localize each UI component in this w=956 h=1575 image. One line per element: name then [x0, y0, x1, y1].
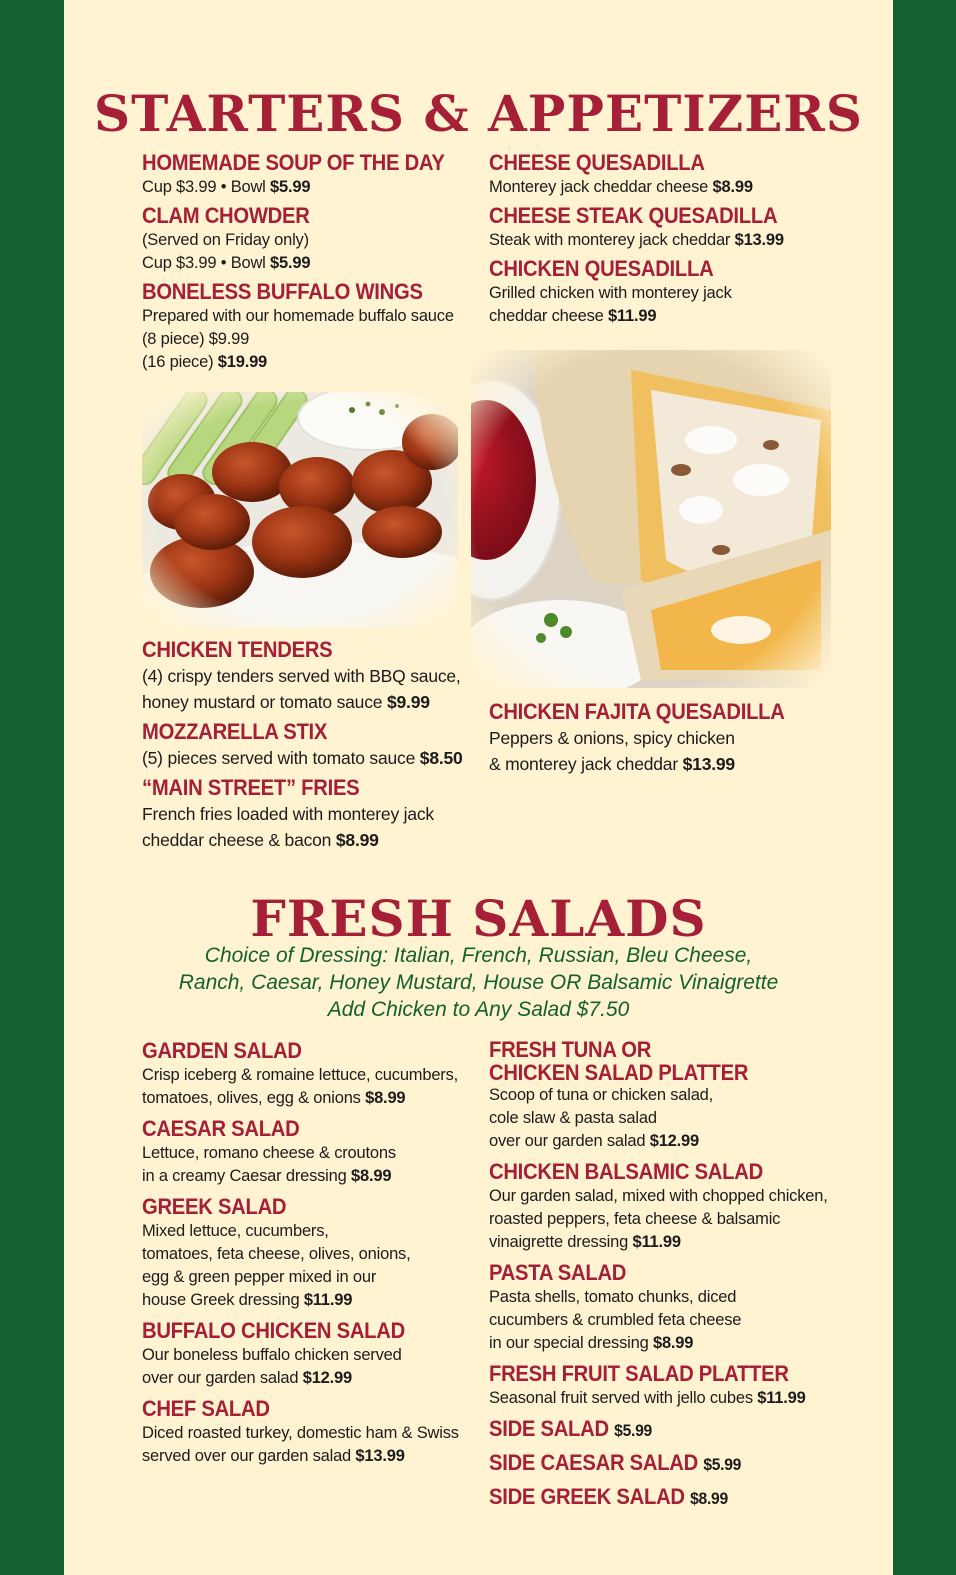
- menu-item: [489, 1038, 834, 1153]
- item-name: CHICKEN FAJITA QUESADILLA: [489, 699, 785, 724]
- menu-item: [489, 699, 829, 777]
- menu-item: [142, 637, 482, 715]
- menu-item: [489, 203, 829, 252]
- item-desc: Monterey jack cheddar cheese $8.99: [489, 178, 753, 196]
- item-desc: (Served on Friday only) Cup $3.99 • Bowl $5.99: [142, 231, 311, 272]
- menu-item: [489, 256, 829, 328]
- starters-right-col: [489, 150, 829, 332]
- side-item-line: SIDE SALAD $5.99: [489, 1416, 652, 1441]
- item-name: CHICKEN BALSAMIC SALAD: [489, 1159, 763, 1184]
- item-name: CAESAR SALAD: [142, 1116, 300, 1141]
- item-desc: Peppers & onions, spicy chicken & monterey jack cheddar $13.99: [489, 728, 735, 774]
- item-desc: Prepared with our homemade buffalo sauce (8 piece) $9.99 (16 piece) $19.99: [142, 307, 454, 371]
- menu-item: [142, 203, 472, 275]
- item-name: CHEF SALAD: [142, 1396, 270, 1421]
- item-desc: Our boneless buffalo chicken served over our garden salad $12.99: [142, 1346, 402, 1387]
- side-item: [489, 1416, 834, 1444]
- item-name: BUFFALO CHICKEN SALAD: [142, 1318, 405, 1343]
- starters-title: STARTERS & APPETIZERS: [94, 84, 863, 143]
- menu-panel: [64, 0, 893, 1575]
- item-desc: Lettuce, romano cheese & croutons in a creamy Caesar dressing $8.99: [142, 1144, 396, 1185]
- menu-item: [489, 1159, 834, 1254]
- item-name: CHICKEN QUESADILLA: [489, 256, 714, 281]
- menu-item: [489, 1260, 834, 1355]
- side-item-line: SIDE GREEK SALAD $8.99: [489, 1484, 728, 1509]
- item-name: GREEK SALAD: [142, 1194, 287, 1219]
- item-desc: Scoop of tuna or chicken salad, cole slaw & pasta salad over our garden salad $12.99: [489, 1086, 714, 1150]
- starters-left-col-2: [142, 637, 482, 857]
- item-desc: Crisp iceberg & romaine lettuce, cucumbers, tomatoes, olives, egg & onions $8.99: [142, 1066, 459, 1107]
- starters-left-col: [142, 150, 472, 378]
- menu-item: [142, 775, 482, 853]
- item-desc: Pasta shells, tomato chunks, diced cucumbers & crumbled feta cheese in our special dressing $8.99: [489, 1288, 742, 1352]
- item-desc: Diced roasted turkey, domestic ham & Swiss served over our garden salad $13.99: [142, 1424, 459, 1465]
- item-desc: (4) crispy tenders served with BBQ sauce, honey mustard or tomato sauce $9.99: [142, 666, 461, 712]
- salads-title: FRESH SALADS: [250, 889, 707, 948]
- side-item: [489, 1450, 834, 1478]
- menu-item: [142, 279, 472, 374]
- item-name: FRESH FRUIT SALAD PLATTER: [489, 1361, 789, 1386]
- menu-item: [489, 150, 829, 199]
- item-name: MOZZARELLA STIX: [142, 719, 328, 744]
- dressing-note: Choice of Dressing: Italian, French, Russian, Bleu Cheese, Ranch, Caesar, Honey Mustard, House OR Balsamic Vinaigrette Add Chicken to Any Salad $7.50: [178, 944, 779, 1021]
- item-desc: Seasonal fruit served with jello cubes $11.99: [489, 1389, 806, 1407]
- item-name: HOMEMADE SOUP OF THE DAY: [142, 150, 445, 175]
- menu-item: [142, 1194, 482, 1312]
- item-desc: French fries loaded with monterey jack cheddar cheese & bacon $8.99: [142, 804, 434, 850]
- item-desc: Our garden salad, mixed with chopped chicken, roasted peppers, feta cheese & balsamic vinaigrette dressing $11.99: [489, 1187, 828, 1251]
- salads-right-col: [489, 1038, 834, 1516]
- item-name: PASTA SALAD: [489, 1260, 627, 1285]
- menu-item: [142, 1038, 482, 1110]
- item-name: BONELESS BUFFALO WINGS: [142, 279, 423, 304]
- item-name: CHEESE QUESADILLA: [489, 150, 705, 175]
- quesadilla-photo: [471, 350, 831, 688]
- item-name: CHEESE STEAK QUESADILLA: [489, 203, 778, 228]
- menu-item: [142, 150, 472, 199]
- item-desc: Steak with monterey jack cheddar $13.99: [489, 231, 784, 249]
- item-name: CLAM CHOWDER: [142, 203, 310, 228]
- salads-left-col: [142, 1038, 482, 1472]
- item-name: GARDEN SALAD: [142, 1038, 302, 1063]
- side-item: [489, 1484, 834, 1512]
- side-item-line: SIDE CAESAR SALAD $5.99: [489, 1450, 742, 1475]
- menu-item: [142, 719, 482, 771]
- menu-item: [489, 1361, 834, 1410]
- item-name: “MAIN STREET” FRIES: [142, 775, 360, 800]
- item-desc: Mixed lettuce, cucumbers, tomatoes, feta cheese, olives, onions, egg & green pepper mixed in our house Greek dressing $11.99: [142, 1222, 411, 1309]
- menu-item: [142, 1116, 482, 1188]
- menu-item: [142, 1318, 482, 1390]
- item-desc: Cup $3.99 • Bowl $5.99: [142, 178, 311, 196]
- item-name: FRESH TUNA OR CHICKEN SALAD PLATTER: [489, 1037, 749, 1085]
- item-name: CHICKEN TENDERS: [142, 637, 333, 662]
- menu-item: [142, 1396, 482, 1468]
- starters-right-col-2: [489, 699, 829, 781]
- buffalo-wings-photo: [142, 392, 458, 628]
- item-desc: Grilled chicken with monterey jack cheddar cheese $11.99: [489, 284, 732, 325]
- item-desc: (5) pieces served with tomato sauce $8.50: [142, 748, 463, 768]
